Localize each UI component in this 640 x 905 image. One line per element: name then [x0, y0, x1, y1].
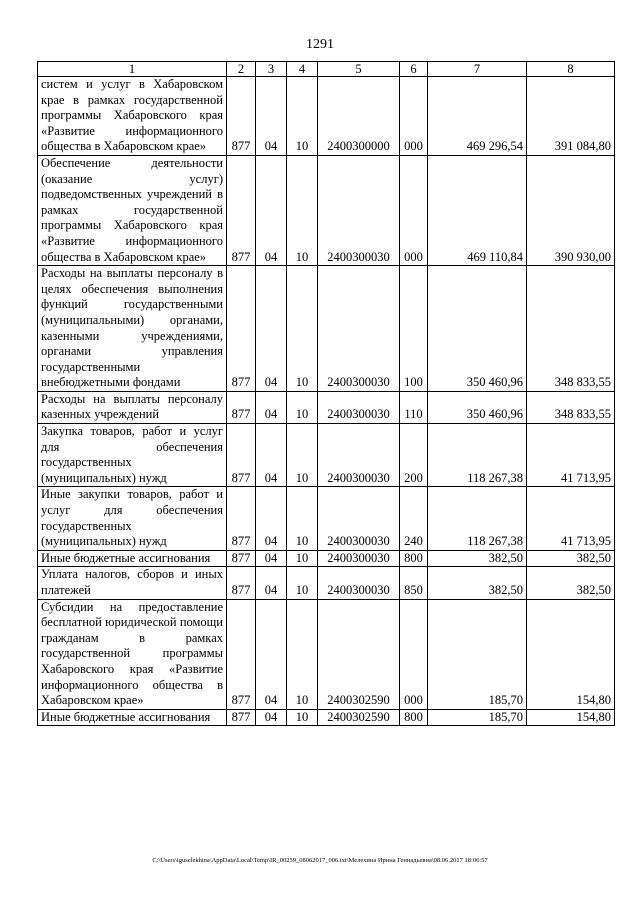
cell-col4: 10	[287, 266, 318, 392]
cell-col5: 2400300030	[318, 266, 400, 392]
cell-col6: 110	[400, 391, 428, 423]
budget-table	[37, 61, 615, 726]
cell-col7: 350 460,96	[428, 391, 527, 423]
row-description: систем и услуг в Хабаровском крае в рамках государственной программы Хабаровского края «Развитие информационного общества в Хабаровском крае»	[38, 77, 227, 156]
column-header: 2	[227, 62, 256, 77]
table-row	[38, 77, 615, 156]
column-header: 3	[256, 62, 287, 77]
cell-col4: 10	[287, 599, 318, 709]
row-description: Обеспечение деятельности (оказание услуг) подведомственных учреждений в рамках государственной программы Хабаровского края «Развитие информационного общества в Хабаровском крае»	[38, 155, 227, 265]
column-header: 5	[318, 62, 400, 77]
cell-col5: 2400300030	[318, 155, 400, 265]
table-header-row	[38, 62, 615, 77]
cell-col7: 350 460,96	[428, 266, 527, 392]
cell-col4: 10	[287, 424, 318, 487]
cell-col8: 41 713,95	[527, 487, 615, 550]
cell-col5: 2400302590	[318, 599, 400, 709]
cell-col3: 04	[256, 487, 287, 550]
cell-col7: 118 267,38	[428, 424, 527, 487]
cell-col8: 154,80	[527, 599, 615, 709]
row-description: Закупка товаров, работ и услуг для обеспечения государственных (муниципальных) нужд	[38, 424, 227, 487]
cell-col5: 2400300030	[318, 567, 400, 599]
cell-col6: 200	[400, 424, 428, 487]
cell-col2: 877	[227, 77, 256, 156]
cell-col6: 240	[400, 487, 428, 550]
cell-col5: 2400302590	[318, 709, 400, 726]
cell-col7: 185,70	[428, 709, 527, 726]
cell-col4: 10	[287, 550, 318, 567]
cell-col8: 41 713,95	[527, 424, 615, 487]
column-header: 7	[428, 62, 527, 77]
cell-col2: 877	[227, 266, 256, 392]
column-header: 6	[400, 62, 428, 77]
cell-col4: 10	[287, 487, 318, 550]
cell-col6: 850	[400, 567, 428, 599]
table-row	[38, 266, 615, 392]
cell-col3: 04	[256, 550, 287, 567]
cell-col8: 348 833,55	[527, 266, 615, 392]
cell-col3: 04	[256, 567, 287, 599]
cell-col3: 04	[256, 424, 287, 487]
cell-col3: 04	[256, 599, 287, 709]
cell-col6: 000	[400, 599, 428, 709]
cell-col5: 2400300000	[318, 77, 400, 156]
cell-col5: 2400300030	[318, 487, 400, 550]
cell-col6: 100	[400, 266, 428, 392]
cell-col2: 877	[227, 487, 256, 550]
document-footer-path: C:\Users\iguselekhina\AppData\Local\Temp\IR_00259_08062017_006.txt\Мелехина Ирина Геннадьевна\08.06.2017 18:06:57	[152, 857, 488, 864]
table-row	[38, 391, 615, 423]
row-description: Иные бюджетные ассигнования	[38, 550, 227, 567]
table-row	[38, 487, 615, 550]
cell-col3: 04	[256, 77, 287, 156]
cell-col8: 382,50	[527, 567, 615, 599]
cell-col8: 348 833,55	[527, 391, 615, 423]
cell-col2: 877	[227, 599, 256, 709]
cell-col7: 382,50	[428, 550, 527, 567]
column-header: 4	[287, 62, 318, 77]
cell-col5: 2400300030	[318, 550, 400, 567]
cell-col2: 877	[227, 567, 256, 599]
column-header: 1	[38, 62, 227, 77]
cell-col4: 10	[287, 77, 318, 156]
cell-col6: 000	[400, 155, 428, 265]
cell-col4: 10	[287, 567, 318, 599]
cell-col2: 877	[227, 155, 256, 265]
row-description: Субсидии на предоставление бесплатной юридической помощи гражданам в рамках государственной программы Хабаровского края «Развитие информационного общества в Хабаровском крае»	[38, 599, 227, 709]
cell-col8: 391 084,80	[527, 77, 615, 156]
cell-col4: 10	[287, 709, 318, 726]
cell-col5: 2400300030	[318, 424, 400, 487]
cell-col2: 877	[227, 709, 256, 726]
table-row	[38, 550, 615, 567]
cell-col3: 04	[256, 391, 287, 423]
row-description: Расходы на выплаты персоналу в целях обеспечения выполнения функций государственными (муниципальными) органами, казенными учреждениями, органами управления государственными внебюджетными фондами	[38, 266, 227, 392]
table-row	[38, 709, 615, 726]
cell-col6: 000	[400, 77, 428, 156]
cell-col7: 185,70	[428, 599, 527, 709]
page-number: 1291	[306, 37, 334, 52]
row-description: Расходы на выплаты персоналу казенных учреждений	[38, 391, 227, 423]
cell-col7: 469 296,54	[428, 77, 527, 156]
row-description: Уплата налогов, сборов и иных платежей	[38, 567, 227, 599]
cell-col4: 10	[287, 155, 318, 265]
cell-col5: 2400300030	[318, 391, 400, 423]
cell-col2: 877	[227, 550, 256, 567]
row-description: Иные бюджетные ассигнования	[38, 709, 227, 726]
column-header: 8	[527, 62, 615, 77]
cell-col7: 469 110,84	[428, 155, 527, 265]
cell-col3: 04	[256, 266, 287, 392]
table-row	[38, 567, 615, 599]
cell-col4: 10	[287, 391, 318, 423]
cell-col8: 154,80	[527, 709, 615, 726]
cell-col8: 390 930,00	[527, 155, 615, 265]
cell-col2: 877	[227, 424, 256, 487]
cell-col3: 04	[256, 709, 287, 726]
cell-col6: 800	[400, 550, 428, 567]
cell-col3: 04	[256, 155, 287, 265]
row-description: Иные закупки товаров, работ и услуг для обеспечения государственных (муниципальных) нужд	[38, 487, 227, 550]
table-row	[38, 155, 615, 265]
cell-col7: 382,50	[428, 567, 527, 599]
table-row	[38, 424, 615, 487]
cell-col8: 382,50	[527, 550, 615, 567]
cell-col7: 118 267,38	[428, 487, 527, 550]
cell-col2: 877	[227, 391, 256, 423]
cell-col6: 800	[400, 709, 428, 726]
table-row	[38, 599, 615, 709]
